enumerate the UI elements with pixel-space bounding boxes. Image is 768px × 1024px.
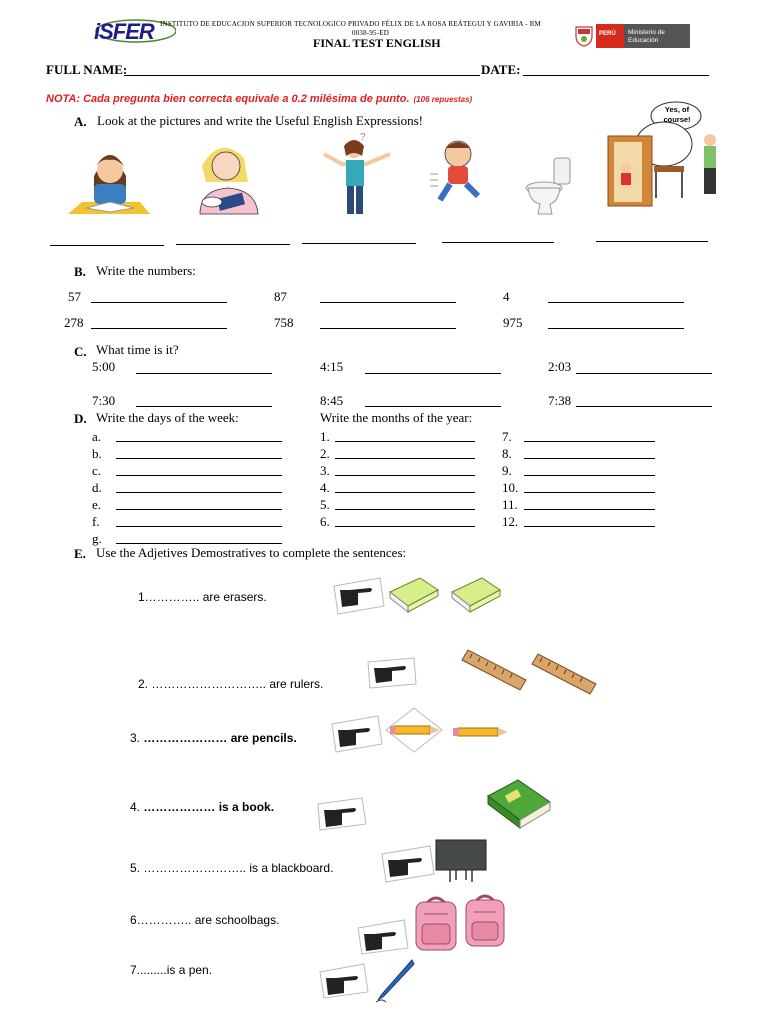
pointing-hand-icon [356,918,410,956]
month-number: 7. [502,429,512,444]
answer-line-a1[interactable] [50,245,164,246]
time-6: 7:38 [548,393,572,408]
sentence-5-text: is a blackboard. [249,861,334,875]
pointing-hand-icon [318,962,370,1000]
sentence-3-number: 3. [130,731,141,745]
section-c-letter: C. [74,344,87,359]
month-number: 11. [502,497,518,512]
day-answer-line[interactable] [116,509,282,510]
grading-note-small: (106 repuestas) [413,95,473,104]
number-2: 87 [274,289,287,304]
day-letter: f. [92,514,100,529]
number-3-answer[interactable] [548,302,684,303]
number-6-answer[interactable] [548,328,684,329]
time-1-answer[interactable] [136,373,272,374]
section-a-instruction: Look at the pictures and write the Useful English Expressions! [97,113,424,128]
sentence-3-text: are pencils. [230,731,297,745]
isfer-logo-text: iSFER [94,19,154,44]
section-a-letter: A. [74,114,87,129]
month-answer-line[interactable] [335,526,475,527]
number-1: 57 [68,289,81,304]
month-number: 6. [320,514,330,529]
answer-line-a3[interactable] [302,243,416,244]
svg-text:?: ? [360,132,366,143]
sentence-7 [130,963,212,977]
number-4-answer[interactable] [91,328,227,329]
pointing-hand-icon [366,656,420,690]
time-1: 5:00 [92,359,116,374]
month-number: 12. [502,514,519,529]
pencil-icon [384,706,446,754]
month-answer-line[interactable] [524,526,655,527]
pencil-icon [450,722,512,742]
sentence-7-blank[interactable]: 7......... [130,963,167,977]
answer-line-a4[interactable] [442,242,554,243]
answer-line-a2[interactable] [176,244,290,245]
section-e-letter: E. [74,546,86,561]
month-number: 1. [320,429,330,444]
month-answer-line[interactable] [335,441,475,442]
ministry-red-block [596,24,624,48]
number-1-answer[interactable] [91,302,227,303]
toilet-image [522,156,574,216]
schoolbag-icon [462,892,508,950]
section-c-instruction: What time is it? [96,342,179,357]
sentence-4-number: 4. [130,800,141,814]
day-letter: d. [92,480,102,495]
month-answer-line[interactable] [524,475,655,476]
month-answer-line[interactable] [335,509,475,510]
day-letter: b. [92,446,102,461]
sentence-3 [130,731,297,745]
ministry-name: Ministerio de Educación [628,29,665,44]
girl-with-book-image [190,136,268,216]
month-answer-line[interactable] [335,458,475,459]
sentence-7-text: is a pen. [166,963,213,977]
time-5: 8:45 [320,393,344,408]
day-answer-line[interactable] [116,526,282,527]
number-2-answer[interactable] [320,302,456,303]
month-number: 5. [320,497,330,512]
ruler-icon [458,646,530,694]
month-number: 3. [320,463,330,478]
sentence-6-text: are schoolbags. [194,913,280,927]
day-answer-line[interactable] [116,458,282,459]
section-d-days-instruction: Write the days of the week: [96,410,239,425]
month-answer-line[interactable] [335,492,475,493]
girl-studying-image [66,136,152,216]
number-6: 975 [503,315,523,330]
ministry-logo [574,24,690,48]
sentence-4 [130,800,274,814]
eraser-icon [386,572,442,616]
day-answer-line[interactable] [116,543,282,544]
month-answer-line[interactable] [524,509,655,510]
confused-girl-image [320,130,396,218]
book-icon [484,776,554,832]
schoolbag-icon [412,894,460,954]
day-letter: g. [92,531,102,546]
month-answer-line[interactable] [524,492,655,493]
institute-name: INSTITUTO DE EDUCACION SUPERIOR TECNOLOGICO PRIVADO FÉLIX DE LA ROSA REÁTEGUI Y GAVIRIA - RM [160,20,541,28]
month-number: 4. [320,480,330,495]
day-answer-line[interactable] [116,441,282,442]
peru-shield-icon [574,25,594,47]
month-number: 10. [502,480,519,495]
section-d-months-instruction: Write the months of the year: [320,410,473,425]
time-5-answer[interactable] [365,406,501,407]
full-name-label: FULL NAME: [46,62,128,77]
sentence-4-text: is a book. [218,800,275,814]
section-e-instruction: Use the Adjetives Demostratives to complete the sentences: [96,545,407,560]
sentence-1 [138,590,267,604]
month-answer-line[interactable] [335,475,475,476]
sentence-2-blank[interactable]: 2. ……………………….. [138,677,267,691]
answer-line-a5[interactable] [596,241,708,242]
number-5: 758 [274,315,294,330]
grading-note [46,89,472,107]
boy-running-image [428,134,492,208]
sentence-4-blank[interactable]: ……………… [143,800,216,814]
month-answer-line[interactable] [524,441,655,442]
number-5-answer[interactable] [320,328,456,329]
speech-bubble-text: Yes, of course! [663,105,691,124]
month-answer-line[interactable] [524,458,655,459]
time-3-answer[interactable] [576,373,712,374]
ruler-icon [528,652,600,698]
sentence-2 [138,677,323,691]
month-number: 8. [502,446,512,461]
sentence-5 [130,861,333,875]
day-answer-line[interactable] [116,492,282,493]
day-letter: a. [92,429,102,444]
date-field[interactable] [523,75,709,76]
time-6-answer[interactable] [576,406,712,407]
section-b-letter: B. [74,264,86,279]
sentence-6 [130,913,279,927]
page-title: FINAL TEST ENGLISH [313,36,441,50]
day-letter: c. [92,463,102,478]
number-3: 4 [503,289,510,304]
pointing-hand-icon [330,714,384,754]
sentence-2-text: are rulers. [269,677,324,691]
sentence-1-text: are erasers. [202,590,267,604]
day-letter: e. [92,497,102,512]
section-d-letter: D. [74,411,87,426]
pointing-hand-icon [316,796,368,832]
pointing-hand-icon [332,576,386,616]
sentence-5-blank[interactable]: 5. …………………….. [130,861,247,875]
time-4: 7:30 [92,393,116,408]
date-label: DATE: [481,62,521,77]
pointing-hand-icon [380,844,436,884]
sentence-3-blank[interactable]: ………………… [143,731,228,745]
section-b-instruction: Write the numbers: [96,263,196,278]
time-2-answer[interactable] [365,373,501,374]
month-number: 2. [320,446,330,461]
grading-note-text: NOTA: Cada pregunta bien correcta equivale a 0.2 milésima de punto. [46,93,410,105]
time-4-answer[interactable] [136,406,272,407]
number-4: 278 [64,315,84,330]
sentence-1-blank[interactable]: 1………….. [138,590,200,604]
day-answer-line[interactable] [116,475,282,476]
ministry-country: PERÚ [599,31,616,37]
month-number: 9. [502,463,512,478]
eraser-icon [448,572,504,616]
institute-resolution: 0038-95-ED [352,29,389,37]
pen-icon [372,956,418,1004]
blackboard-icon [434,838,488,884]
full-name-field[interactable] [124,75,480,76]
sentence-6-blank[interactable]: 6………….. [130,913,192,927]
ministry-gray-block [624,24,690,48]
time-3: 2:03 [548,359,572,374]
time-2: 4:15 [320,359,344,374]
